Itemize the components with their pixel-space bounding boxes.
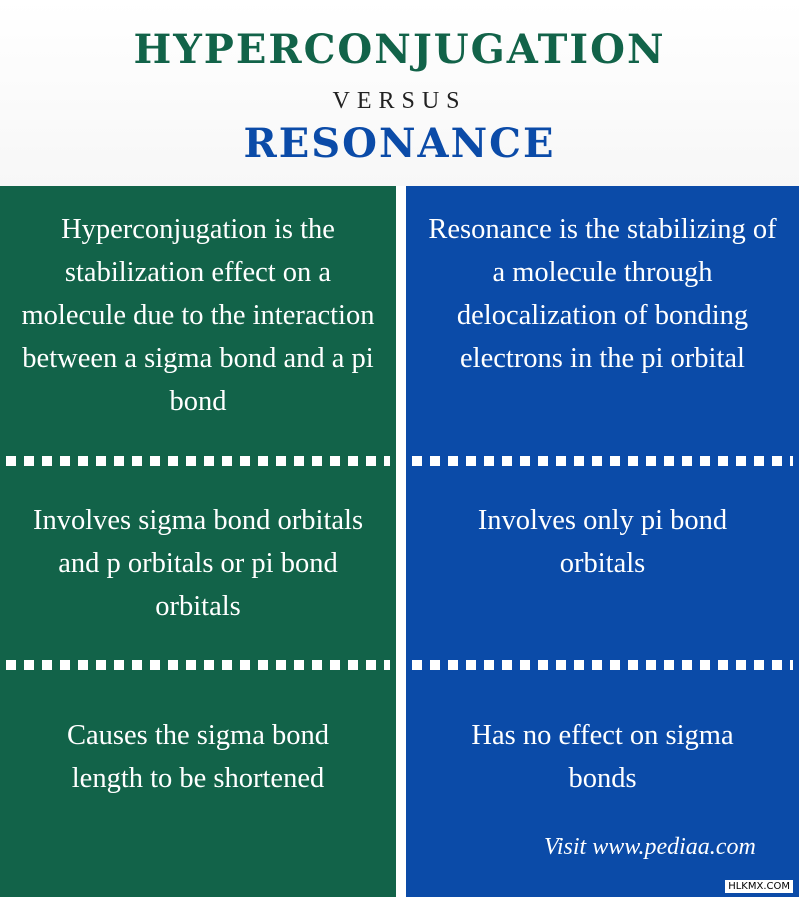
header bbox=[0, 0, 799, 186]
hyperconjugation-effect: Causes the sigma bond length to be shortened bbox=[66, 720, 329, 794]
row-divider bbox=[6, 456, 390, 466]
versus-label: VERSUS bbox=[332, 88, 467, 114]
title-hyperconjugation: HYPERCONJUGATION bbox=[133, 26, 666, 73]
title-resonance: RESONANCE bbox=[243, 120, 556, 167]
row-divider bbox=[412, 456, 793, 466]
resonance-column bbox=[406, 186, 799, 897]
hyperconjugation-column bbox=[0, 186, 396, 897]
resonance-orbitals: Involves only pi bond orbitals bbox=[477, 505, 728, 579]
resonance-definition: Resonance is the stabilizing of a molecule through delocalization of bonding electrons in the pi orbital bbox=[428, 214, 777, 374]
row-divider bbox=[412, 660, 793, 670]
hyperconjugation-definition: Hyperconjugation is the stabilization effect on a molecule due to the interaction between a sigma bond and a pi bond bbox=[21, 214, 375, 417]
column-gap bbox=[396, 186, 406, 897]
hyperconjugation-orbitals: Involves sigma bond orbitals and p orbitals or pi bond orbitals bbox=[32, 505, 364, 622]
resonance-effect: Has no effect on sigma bonds bbox=[471, 720, 734, 794]
watermark-text: HLKMX.COM bbox=[725, 880, 793, 893]
visit-website-link[interactable]: Visit www.pediaa.com bbox=[544, 834, 756, 860]
row-divider bbox=[6, 660, 390, 670]
